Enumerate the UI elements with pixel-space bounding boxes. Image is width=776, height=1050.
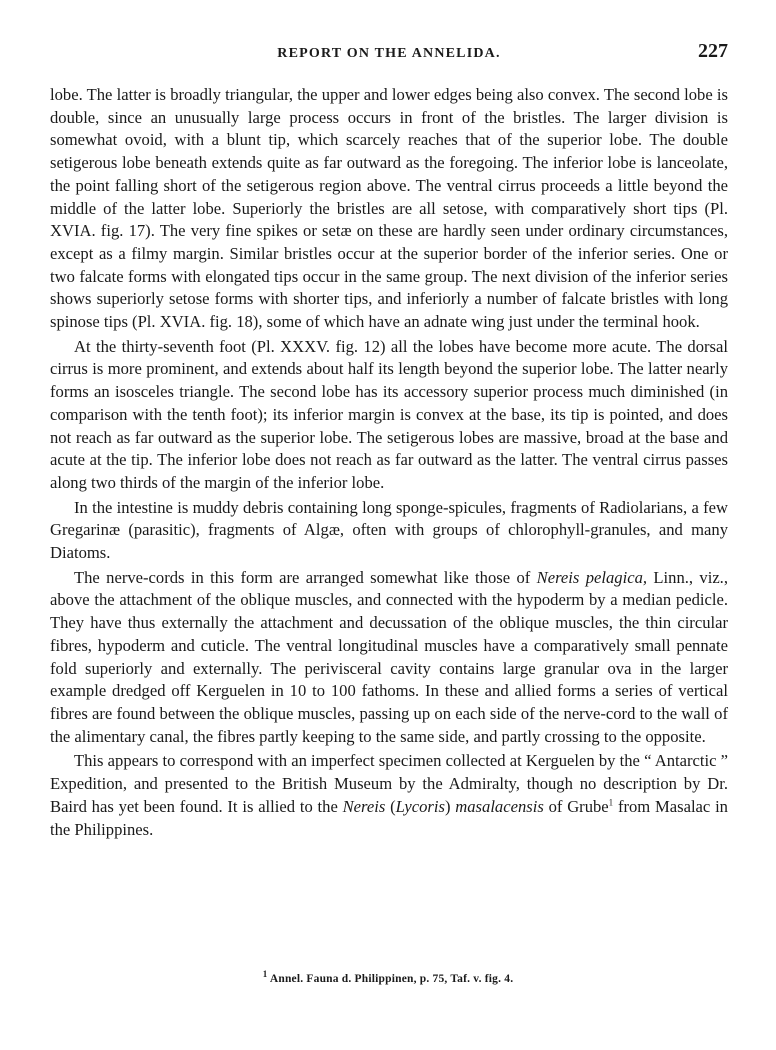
running-head: REPORT ON THE ANNELIDA. <box>277 46 501 61</box>
paragraph-1: lobe. The latter is broadly triangular, the upper and lower edges being also convex. The second lobe is double, since an unusually large process occurs in front of the bristles. The larger division is somewhat ovoid, with a blunt tip, which scarcely reaches that of the superior lobe. The double setigerous lobe beneath extends quite as far outward as the foregoing. The inferior lobe is lanceolate, the point falling short of the setigerous region above. The ventral cirrus proceeds a little beyond the middle of the latter lobe. Superiorly the bristles are all setose, with comparatively short tips (Pl. XVIA. fig. 17). The very fine spikes or setæ on these are hardly seen under ordinary circumstances, except as a filmy margin. Similar bristles occur at the superior border of the inferior series. One or two falcate forms with elongated tips occur in the same group. The next division of the inferior series shows superiorly setose forms with shorter tips, and inferiorly a number of falcate bristles with long spinose tips (Pl. XVIA. fig. 18), some of which have an adnate wing just under the terminal hook. <box>50 85 728 332</box>
paragraph-5-text-b: ( <box>385 796 396 816</box>
paragraph-5-text-d: of Grube <box>543 796 609 816</box>
paragraph-5-text-e: from Masalac in the Philippines. <box>50 796 728 839</box>
paragraph-2: At the thirty-seventh foot (Pl. XXXV. fig. 12) all the lobes have become more acute. The dorsal cirrus is more prominent, and extends about half its length beyond the superior lobe. The latter nearly forms an isosceles triangle. The second lobe has its accessory superior process much diminished (in comparison with the tenth foot); its inferior margin is convex at the base, its tip is pointed, and does not reach as far outward as the superior lobe. The setigerous lobes are massive, broad at the base and acute at the tip. The inferior lobe does not reach as far outward as the latter. The ventral cirrus passes along two thirds of the margin of the inferior lobe. <box>50 336 728 492</box>
species-name-nereis-pelagica: Nereis pelagica, <box>536 567 648 587</box>
paragraph-5 <box>50 750 728 841</box>
footnote-text: Annel. Fauna d. Philippinen, p. 75, Taf. v. fig. 4. <box>269 973 514 985</box>
paragraph-4 <box>50 567 728 749</box>
page-number: 227 <box>698 40 728 62</box>
species-name-masalacensis: masalacensis <box>455 796 544 816</box>
footnote-marker: 1 <box>262 969 268 980</box>
genus-name-lycoris: Lycoris <box>395 796 445 816</box>
genus-name-nereis: Nereis <box>342 796 386 816</box>
body-text <box>50 84 728 841</box>
paragraph-5-text-a: This appears to correspond with an imperfect specimen collected at Kerguelen by the “ Antarctic ” Expedition, and presented to the British Museum by the Admiralty, though no description by Dr. Baird has yet been found. It is allied to the <box>50 751 728 816</box>
footnote <box>0 969 776 985</box>
paragraph-5-text-c: ) <box>444 796 456 816</box>
paragraph-4-text-a: The nerve-cords in this form are arranged somewhat like those of <box>74 567 537 587</box>
page-header <box>50 40 728 66</box>
paragraph-4-text-b: Linn., viz., above the attachment of the oblique muscles, and connected with the hypoderm by a median pedicle. They have thus externally the attachment and decussation of the oblique muscles, the thin circular fibres, hypoderm and cuticle. The ventral longitudinal muscles have a comparatively small pennate fold superiorly and externally. The perivisceral cavity contains large granular ova in the larger example dredged off Kerguelen in 10 to 100 fathoms. In these and allied forms a series of vertical fibres are found between the oblique muscles, passing up on each side of the nerve-cord to the wall of the alimentary canal, the fibres partly keeping to the same side, and partly crossing to the opposite. <box>50 567 728 746</box>
footnote-reference: 1 <box>608 797 614 808</box>
paragraph-3: In the intestine is muddy debris containing long sponge-spicules, fragments of Radiolarians, a few Gregarinæ (parasitic), fragments of Algæ, often with groups of chlorophyll-granules, and many Diatoms. <box>50 497 728 563</box>
